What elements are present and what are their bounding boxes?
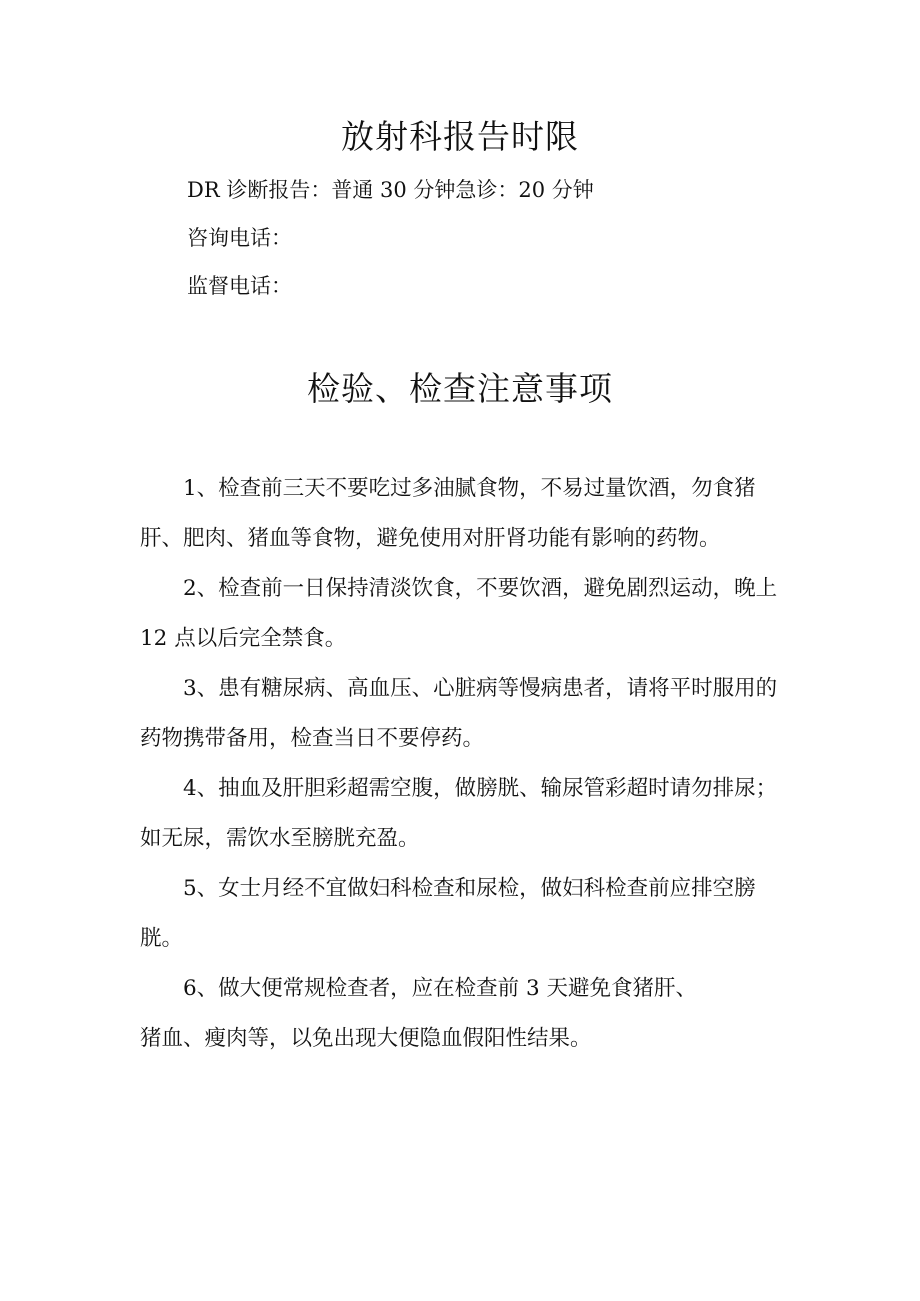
notice-item-4: 4、抽血及肝胆彩超需空腹，做膀胱、输尿管彩超时请勿排尿；如无尿，需饮水至膀胱充盈。 — [140, 776, 778, 851]
radiology-report-time-title: 放射科报告时限 — [341, 117, 579, 156]
notice-item-5: 5、女士月经不宜做妇科检查和尿检，做妇科检查前应排空膀胱。 — [140, 876, 756, 951]
notice-item-6: 6、做大便常规检查者，应在检查前 3 天避免食猪肝、 — [183, 976, 698, 1001]
exam-notices-title: 检验、检查注意事项 — [307, 369, 613, 408]
consult-phone-line: 咨询电话： — [187, 226, 292, 250]
notice-item-3: 3、患有糖尿病、高血压、心脏病等慢病患者，请将平时服用的药物携带备用，检查当日不要停药。 — [140, 676, 778, 751]
supervise-phone-line: 监督电话： — [187, 274, 292, 298]
notice-item-1: 1、检查前三天不要吃过多油腻食物，不易过量饮酒，勿食猪肝、肥肉、猪血等食物，避免使用对肝肾功能有影响的药物。 — [140, 476, 756, 551]
notice-item-2: 2、检查前一日保持清淡饮食，不要饮酒，避免剧烈运动，晚上 12 点以后完全禁食。 — [140, 576, 778, 651]
notice-item-6-continued: 猪血、瘦肉等，以免出现大便隐血假阳性结果。 — [140, 1026, 592, 1051]
dr-report-time-line: DR 诊断报告：普通 30 分钟急诊：20 分钟 — [187, 178, 594, 202]
exam-notices-list — [140, 464, 780, 1064]
